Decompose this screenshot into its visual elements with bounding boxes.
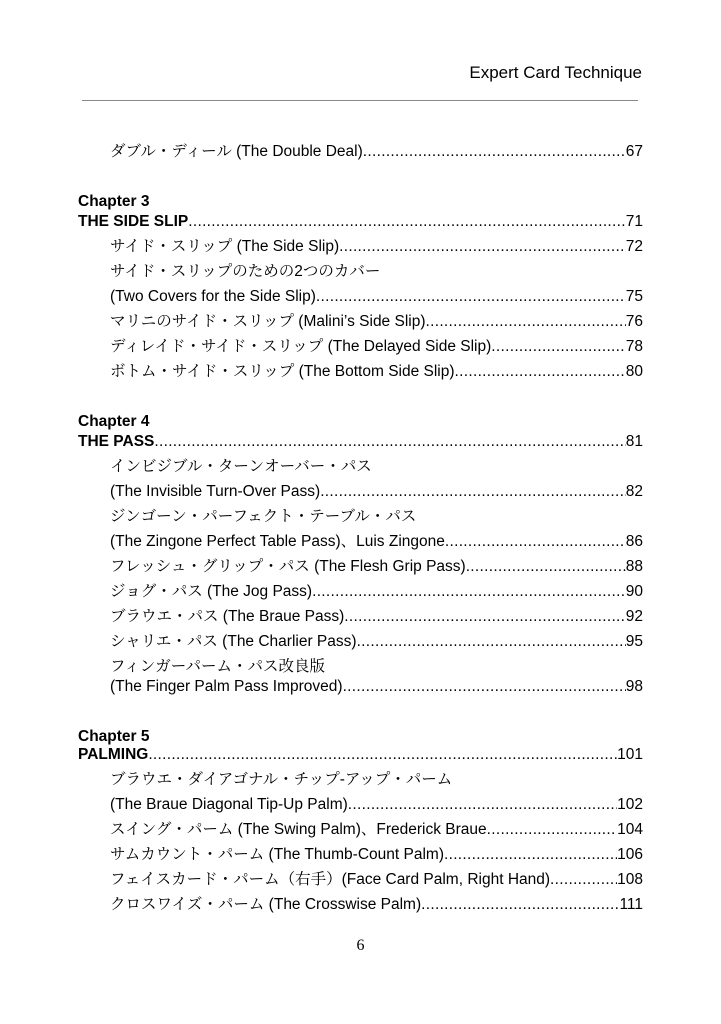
dot-leader — [455, 361, 626, 383]
entry-page-number: 101 — [617, 746, 643, 763]
section-entry — [78, 744, 643, 766]
entry-title-line — [110, 261, 643, 283]
toc-entry — [110, 844, 643, 866]
section-entry — [78, 431, 643, 453]
toc-entry — [110, 869, 643, 891]
entry-title: ブラウエ・パス (The Braue Pass) — [110, 608, 345, 625]
entry-title: シャリエ・パス (The Charlier Pass) — [110, 633, 357, 650]
toc-entry — [110, 676, 643, 698]
entry-page-number: 90 — [625, 583, 643, 600]
dot-leader — [550, 869, 617, 891]
entry-title: インビジブル・ターンオーバー・パス — [110, 458, 372, 475]
entry-title: スイング・パーム (The Swing Palm)、Frederick Braue — [110, 821, 487, 838]
entry-page-number: 104 — [617, 821, 643, 838]
entry-page-number: 88 — [625, 558, 643, 575]
toc-entry — [110, 531, 643, 553]
running-header: Expert Card Technique — [469, 63, 642, 82]
entry-title: Chapter 3 — [78, 193, 150, 210]
entry-page-number: 86 — [625, 533, 643, 550]
toc-entry — [110, 556, 643, 578]
dot-leader — [348, 794, 617, 816]
entry-page-number: 72 — [625, 238, 643, 255]
entry-title: (The Invisible Turn-Over Pass) — [110, 483, 321, 500]
entry-title: (The Zingone Perfect Table Pass)、Luis Zingone — [110, 533, 445, 550]
entry-title-line — [110, 456, 643, 478]
entry-title: フェイスカード・パーム（右手）(Face Card Palm, Right Hand) — [110, 871, 551, 888]
entry-title: THE PASS — [78, 433, 155, 450]
dot-leader — [343, 676, 626, 698]
entry-title: (The Finger Palm Pass Improved) — [110, 678, 343, 695]
dot-leader — [363, 141, 626, 163]
toc-entry — [110, 336, 643, 358]
dot-leader — [357, 631, 626, 653]
entry-title: フレッシュ・グリップ・パス (The Flesh Grip Pass) — [110, 558, 466, 575]
entry-title: フィンガーパーム・パス改良版 — [110, 658, 325, 675]
entry-page-number: 78 — [625, 338, 643, 355]
toc-entry — [110, 606, 643, 628]
dot-leader — [320, 481, 626, 503]
dot-leader — [148, 744, 617, 766]
entry-page-number: 80 — [625, 363, 643, 380]
entry-page-number: 81 — [625, 433, 643, 450]
entry-page-number: 95 — [625, 633, 643, 650]
entry-page-number: 102 — [617, 796, 643, 813]
toc-entry — [110, 819, 643, 841]
dot-leader — [188, 211, 626, 233]
entry-title: PALMING — [78, 746, 149, 763]
entry-title: ジョグ・パス (The Jog Pass) — [110, 583, 313, 600]
toc-entry — [110, 141, 643, 163]
entry-page-number: 98 — [625, 678, 643, 695]
toc-entry — [110, 311, 643, 333]
entry-title: サイド・スリップのための2つのカバー — [110, 263, 381, 280]
entry-title: ブラウエ・ダイアゴナル・チップ-アップ・パーム — [110, 771, 453, 788]
chapter-heading — [78, 411, 643, 433]
entry-title: サムカウント・パーム (The Thumb-Count Palm) — [110, 846, 444, 863]
toc-entry — [110, 631, 643, 653]
dot-leader — [421, 894, 619, 916]
entry-page-number: 75 — [625, 288, 643, 305]
entry-title: Chapter 4 — [78, 413, 150, 430]
dot-leader — [444, 844, 617, 866]
entry-title: ボトム・サイド・スリップ (The Bottom Side Slip) — [110, 363, 455, 380]
entry-title-line — [110, 506, 643, 528]
entry-page-number: 111 — [619, 896, 643, 913]
dot-leader — [466, 556, 626, 578]
dot-leader — [344, 606, 625, 628]
toc-entry — [110, 894, 643, 916]
dot-leader — [316, 286, 626, 308]
dot-leader — [487, 819, 617, 841]
entry-page-number: 92 — [625, 608, 643, 625]
toc-entry — [110, 361, 643, 383]
entry-title: マリニのサイド・スリップ (Malini’s Side Slip) — [110, 313, 426, 330]
entry-title: ディレイド・サイド・スリップ (The Delayed Side Slip) — [110, 338, 492, 355]
dot-leader — [426, 311, 626, 333]
toc-entry — [110, 236, 643, 258]
entry-title-line — [110, 769, 643, 791]
entry-page-number: 71 — [625, 213, 643, 230]
entry-page-number: 76 — [625, 313, 643, 330]
entry-title: クロスワイズ・パーム (The Crosswise Palm) — [110, 896, 422, 913]
dot-leader — [445, 531, 626, 553]
entry-title: ジンゴーン・パーフェクト・テーブル・パス — [110, 508, 417, 525]
entry-title: (The Braue Diagonal Tip-Up Palm) — [110, 796, 348, 813]
entry-page-number: 106 — [617, 846, 643, 863]
entry-page-number: 82 — [625, 483, 643, 500]
entry-title: THE SIDE SLIP — [78, 213, 189, 230]
dot-leader — [312, 581, 626, 603]
entry-title: サイド・スリップ (The Side Slip) — [110, 238, 340, 255]
chapter-heading — [78, 191, 643, 213]
toc-entry — [110, 794, 643, 816]
dot-leader — [154, 431, 625, 453]
page-number: 6 — [356, 937, 365, 954]
entry-title-line — [110, 656, 643, 678]
section-entry — [78, 211, 643, 233]
dot-leader — [491, 336, 625, 358]
dot-leader — [339, 236, 626, 258]
entry-page-number: 108 — [617, 871, 643, 888]
entry-page-number: 67 — [625, 143, 643, 160]
toc-entry — [110, 286, 643, 308]
entry-title: (Two Covers for the Side Slip) — [110, 288, 316, 305]
toc-entry — [110, 581, 643, 603]
entry-title: ダブル・ディール (The Double Deal) — [110, 143, 363, 160]
toc-entry — [110, 481, 643, 503]
entry-title: Chapter 5 — [78, 728, 150, 745]
